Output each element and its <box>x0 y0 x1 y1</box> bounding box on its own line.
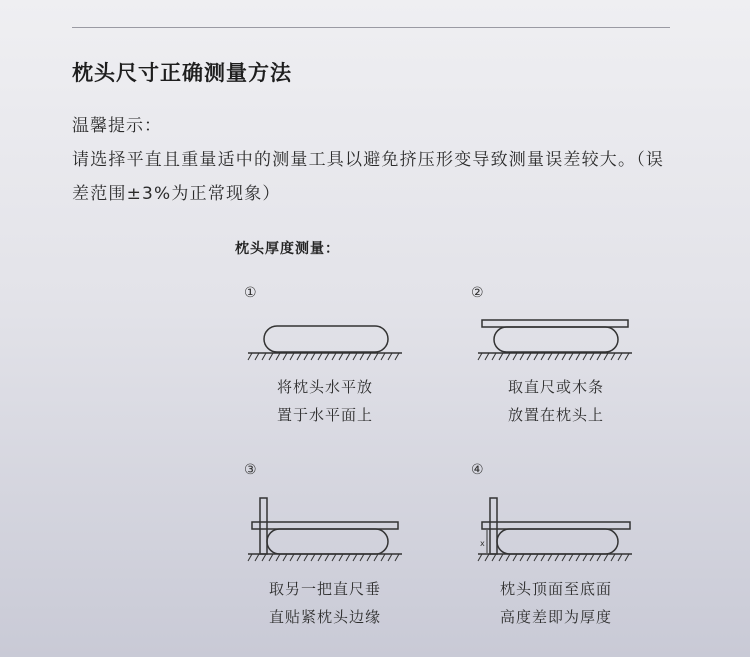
vertical-ruler-shape <box>490 498 497 554</box>
ruler-shape <box>482 320 628 327</box>
pillow-shape <box>494 327 618 352</box>
top-divider <box>72 27 670 28</box>
step-4-caption <box>466 575 646 631</box>
step-2-caption <box>466 373 646 429</box>
ruler-shape <box>482 522 630 529</box>
step-4-line-2: 高度差即为厚度 <box>499 608 612 626</box>
vertical-ruler-shape <box>260 498 267 554</box>
height-mark: x <box>480 539 485 548</box>
step-2-line-1: 取直尺或木条 <box>507 378 604 396</box>
step-4-diagram <box>470 490 640 568</box>
pillow-shape <box>497 529 618 554</box>
ground-hatch <box>248 353 399 360</box>
ruler-shape <box>252 522 398 529</box>
pillow-shape <box>264 326 388 352</box>
page-title: 枕头尺寸正确测量方法 <box>72 61 292 85</box>
tip-label: 温馨提示： <box>72 116 162 136</box>
ground-hatch <box>478 554 629 561</box>
step-2-line-2: 放置在枕头上 <box>507 406 604 424</box>
step-1-number: ① <box>244 285 257 301</box>
step-1-caption <box>235 373 415 429</box>
step-3-line-1: 取另一把直尺垂 <box>268 580 381 598</box>
step-1-line-1: 将枕头水平放 <box>276 378 373 396</box>
step-4-line-1: 枕头顶面至底面 <box>499 580 612 598</box>
step-3-diagram <box>240 490 405 568</box>
step-4-number: ④ <box>471 462 484 478</box>
pillow-shape <box>267 529 388 554</box>
step-3-number: ③ <box>244 462 257 478</box>
thickness-title: 枕头厚度测量： <box>235 241 340 257</box>
tip-text: 请选择平直且重量适中的测量工具以避免挤压形变导致测量误差较大。（误差范围±3%为正常现象） <box>72 150 665 204</box>
step-2-diagram <box>470 315 640 367</box>
step-3-line-2: 直贴紧枕头边缘 <box>268 608 381 626</box>
step-3-caption <box>235 575 415 631</box>
step-2-number: ② <box>471 285 484 301</box>
ground-hatch <box>478 353 629 360</box>
ground-hatch <box>248 554 399 561</box>
step-1-diagram <box>240 315 405 367</box>
step-1-line-2: 置于水平面上 <box>276 406 373 424</box>
